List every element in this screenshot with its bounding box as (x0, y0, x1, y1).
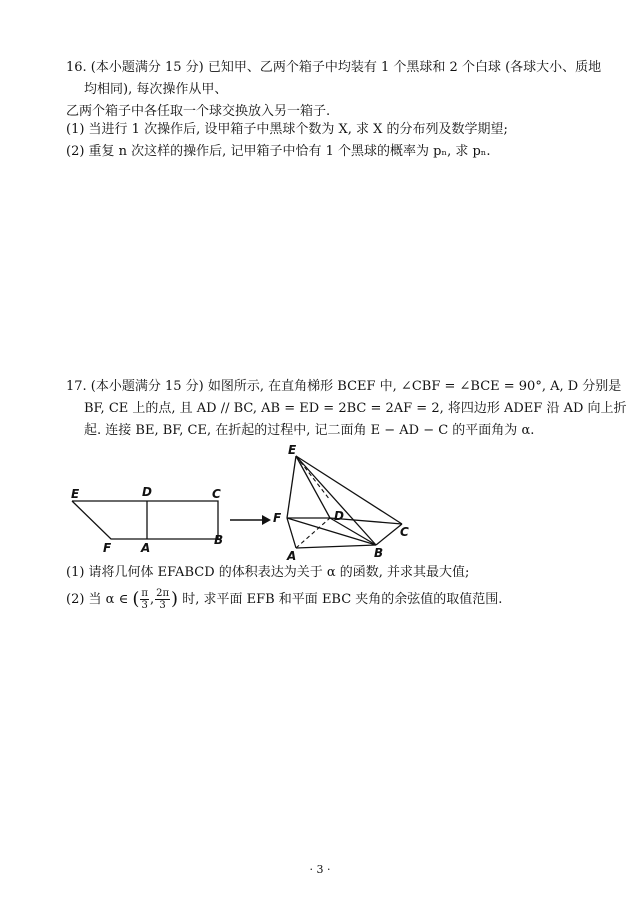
folded-solid-diagram (273, 443, 409, 563)
q17-line-2: BF, CE 上的点, 且 AD // BC, AB = ED = 2BC = 2AF = 2, 将四边形 ADEF 沿 AD 向上折 (84, 401, 627, 416)
label-D-folded: D (334, 509, 344, 523)
label-E-flat: E (71, 487, 80, 501)
q17-part-2-prefix: (2) 当 α ∈ (66, 592, 129, 607)
q17-line-1: 17. (本小题满分 15 分) 如图所示, 在直角梯形 BCEF 中, ∠CBF = ∠BCE = 90°, A, D 分别是 (66, 379, 622, 394)
q16-line-1: 16. (本小题满分 15 分) 已知甲、乙两个箱子中均装有 1 个黑球和 2 个白球 (各球大小、质地 (66, 60, 602, 75)
q17-part-2: (2) 当 α ∈ ( $\frac{\pi}{3}$ , $\frac{2\pi}{3}$ ) 时, 求平面 EFB 和平面 EBC 夹角的余弦值的取值范围. (66, 588, 503, 611)
q16-part-1: (1) 当进行 1 次操作后, 设甲箱子中黑球个数为 X, 求 X 的分布列及数学期望; (66, 122, 508, 137)
left-numerator: π (141, 588, 148, 599)
label-F-folded: F (273, 511, 282, 525)
label-A-flat: A (141, 541, 151, 555)
q17-part-1: (1) 请将几何体 EFABCD 的体积表达为关于 α 的函数, 并求其最大值; (66, 565, 470, 580)
left-denominator: 3 (141, 600, 148, 611)
label-D-flat: D (142, 485, 152, 499)
label-F-flat: F (103, 541, 112, 555)
interval-left-fraction (140, 588, 149, 611)
interval-open-paren: ( (132, 588, 140, 610)
page-number: · 3 · (309, 863, 331, 876)
interval-right-fraction (155, 588, 170, 611)
q17-part-2-suffix: 时, 求平面 EFB 和平面 EBC 夹角的余弦值的取值范围. (182, 592, 503, 607)
q16-line-2: 均相同), 每次操作从甲、 (84, 82, 228, 97)
flat-trapezoid-diagram (71, 485, 223, 555)
label-A-folded: A (287, 549, 297, 563)
fold-arrow (230, 515, 271, 525)
label-B-flat: B (214, 533, 224, 547)
q16-line-3: 乙两个箱子中各任取一个球交换放入另一箱子. (66, 104, 331, 119)
q17-line-3: 起. 连接 BE, BF, CE, 在折起的过程中, 记二面角 E − AD − C 的平面角为 α. (84, 423, 535, 438)
q17-figure (0, 440, 640, 563)
label-B-folded: B (374, 546, 384, 560)
interval-close-paren: ) (171, 588, 179, 610)
label-C-folded: C (400, 525, 409, 539)
right-denominator: 3 (159, 600, 166, 611)
label-E-folded: E (288, 443, 297, 457)
right-numerator: 2π (156, 588, 170, 599)
q16-part-2: (2) 重复 n 次这样的操作后, 记甲箱子中恰有 1 个黑球的概率为 pₙ, 求 pₙ. (66, 144, 491, 159)
label-C-flat: C (212, 487, 221, 501)
